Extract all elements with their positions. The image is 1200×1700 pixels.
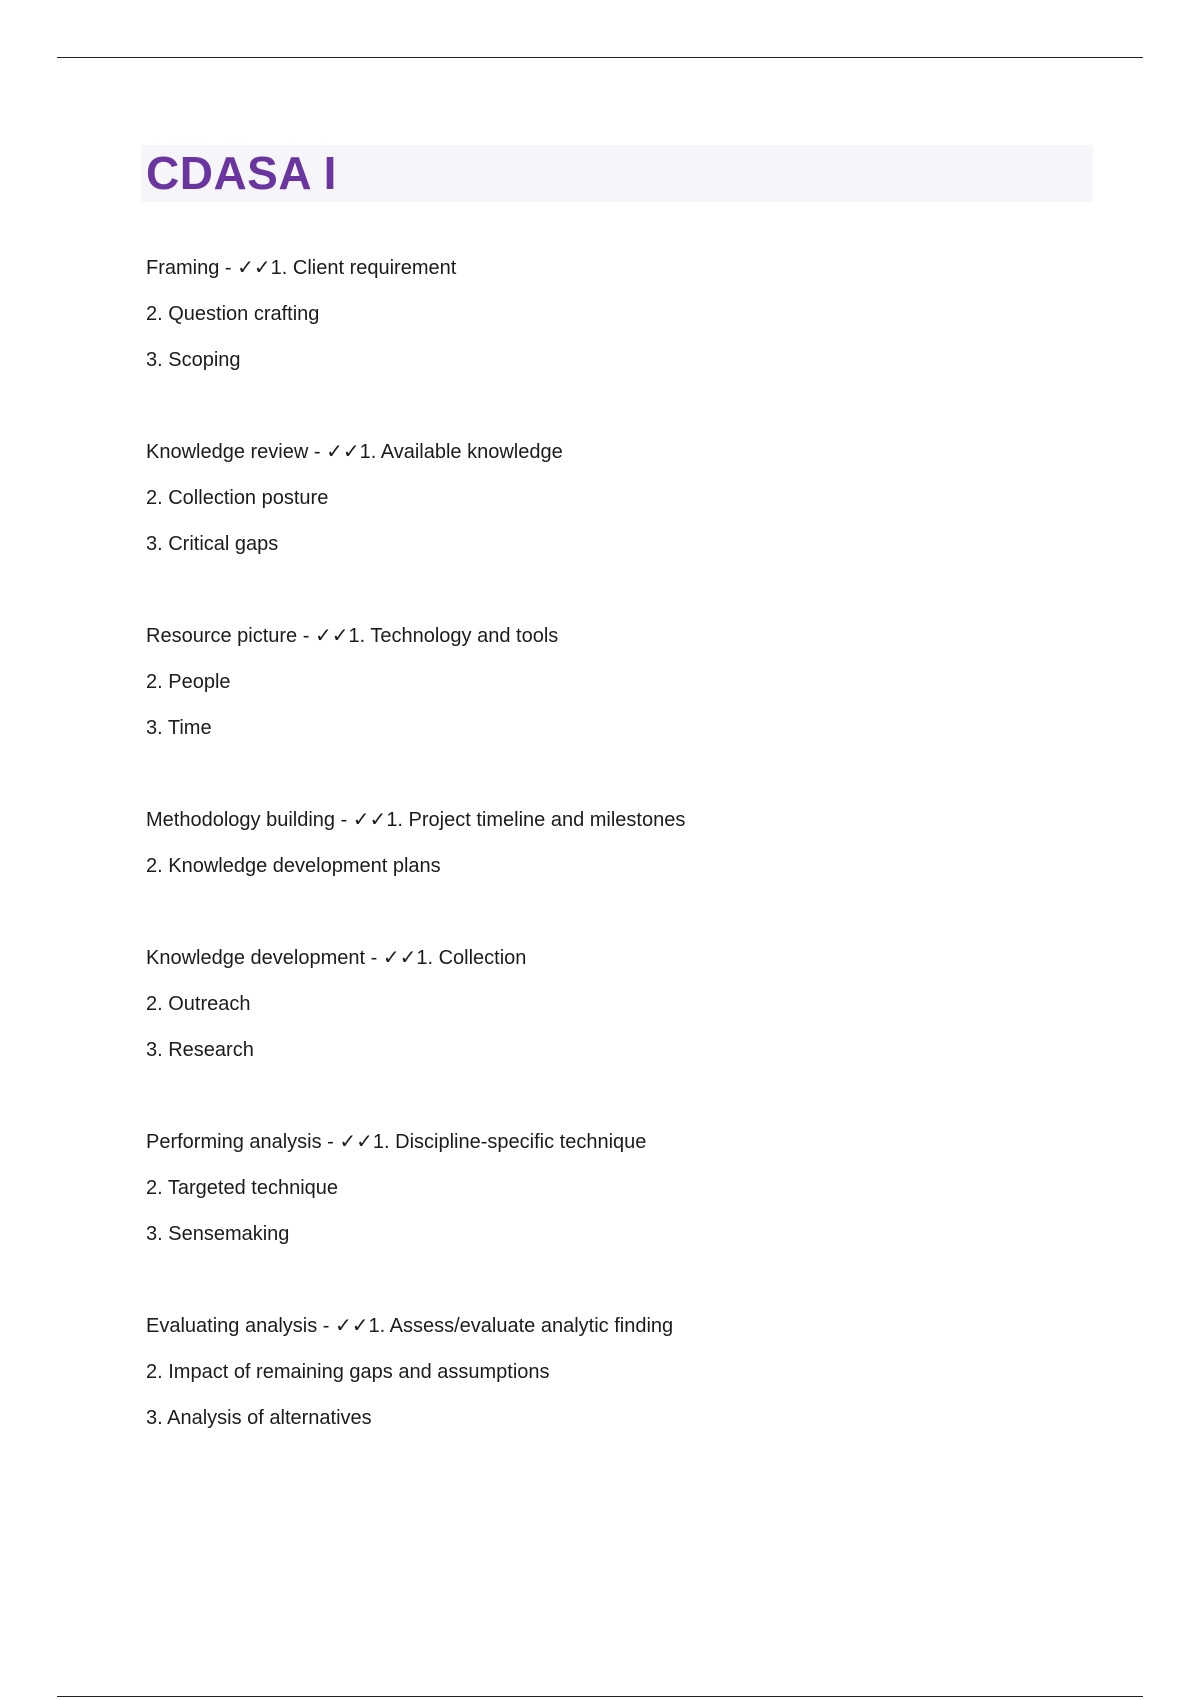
qa-card [146, 429, 1096, 567]
qa-answer-line: 2. Targeted technique [146, 1177, 339, 1199]
bottom-rule [57, 1696, 1143, 1697]
qa-question-line: Knowledge review - ✓✓1. Available knowledge [146, 441, 563, 463]
qa-card [146, 797, 1096, 889]
top-rule [57, 57, 1143, 58]
qa-answer-line: 2. People [146, 671, 231, 693]
qa-card [146, 613, 1096, 751]
qa-answer-line: 2. Knowledge development plans [146, 855, 441, 877]
qa-question-line: Knowledge development - ✓✓1. Collection [146, 947, 527, 969]
qa-answer-line: 3. Time [146, 717, 212, 739]
qa-answer-line: 3. Sensemaking [146, 1223, 290, 1245]
document-body [146, 245, 1096, 1487]
qa-answer-line: 3. Critical gaps [146, 533, 279, 555]
qa-answer-line: 3. Analysis of alternatives [146, 1407, 372, 1429]
qa-answer-line: 3. Research [146, 1039, 254, 1061]
qa-question-line: Methodology building - ✓✓1. Project timeline and milestones [146, 809, 686, 831]
qa-question-line: Evaluating analysis - ✓✓1. Assess/evaluate analytic finding [146, 1315, 674, 1337]
qa-answer-line: 2. Collection posture [146, 487, 329, 509]
qa-answer-line: 2. Outreach [146, 993, 251, 1015]
qa-answer-line: 2. Question crafting [146, 303, 320, 325]
qa-answer-line: 3. Scoping [146, 349, 241, 371]
qa-card [146, 935, 1096, 1073]
qa-question-line: Framing - ✓✓1. Client requirement [146, 257, 457, 279]
qa-card [146, 1119, 1096, 1257]
qa-card [146, 245, 1096, 383]
qa-question-line: Resource picture - ✓✓1. Technology and tools [146, 625, 559, 647]
qa-question-line: Performing analysis - ✓✓1. Discipline-specific technique [146, 1131, 647, 1153]
document-title: CDASA I [146, 147, 337, 199]
qa-card [146, 1303, 1096, 1441]
qa-answer-line: 2. Impact of remaining gaps and assumptions [146, 1361, 550, 1383]
